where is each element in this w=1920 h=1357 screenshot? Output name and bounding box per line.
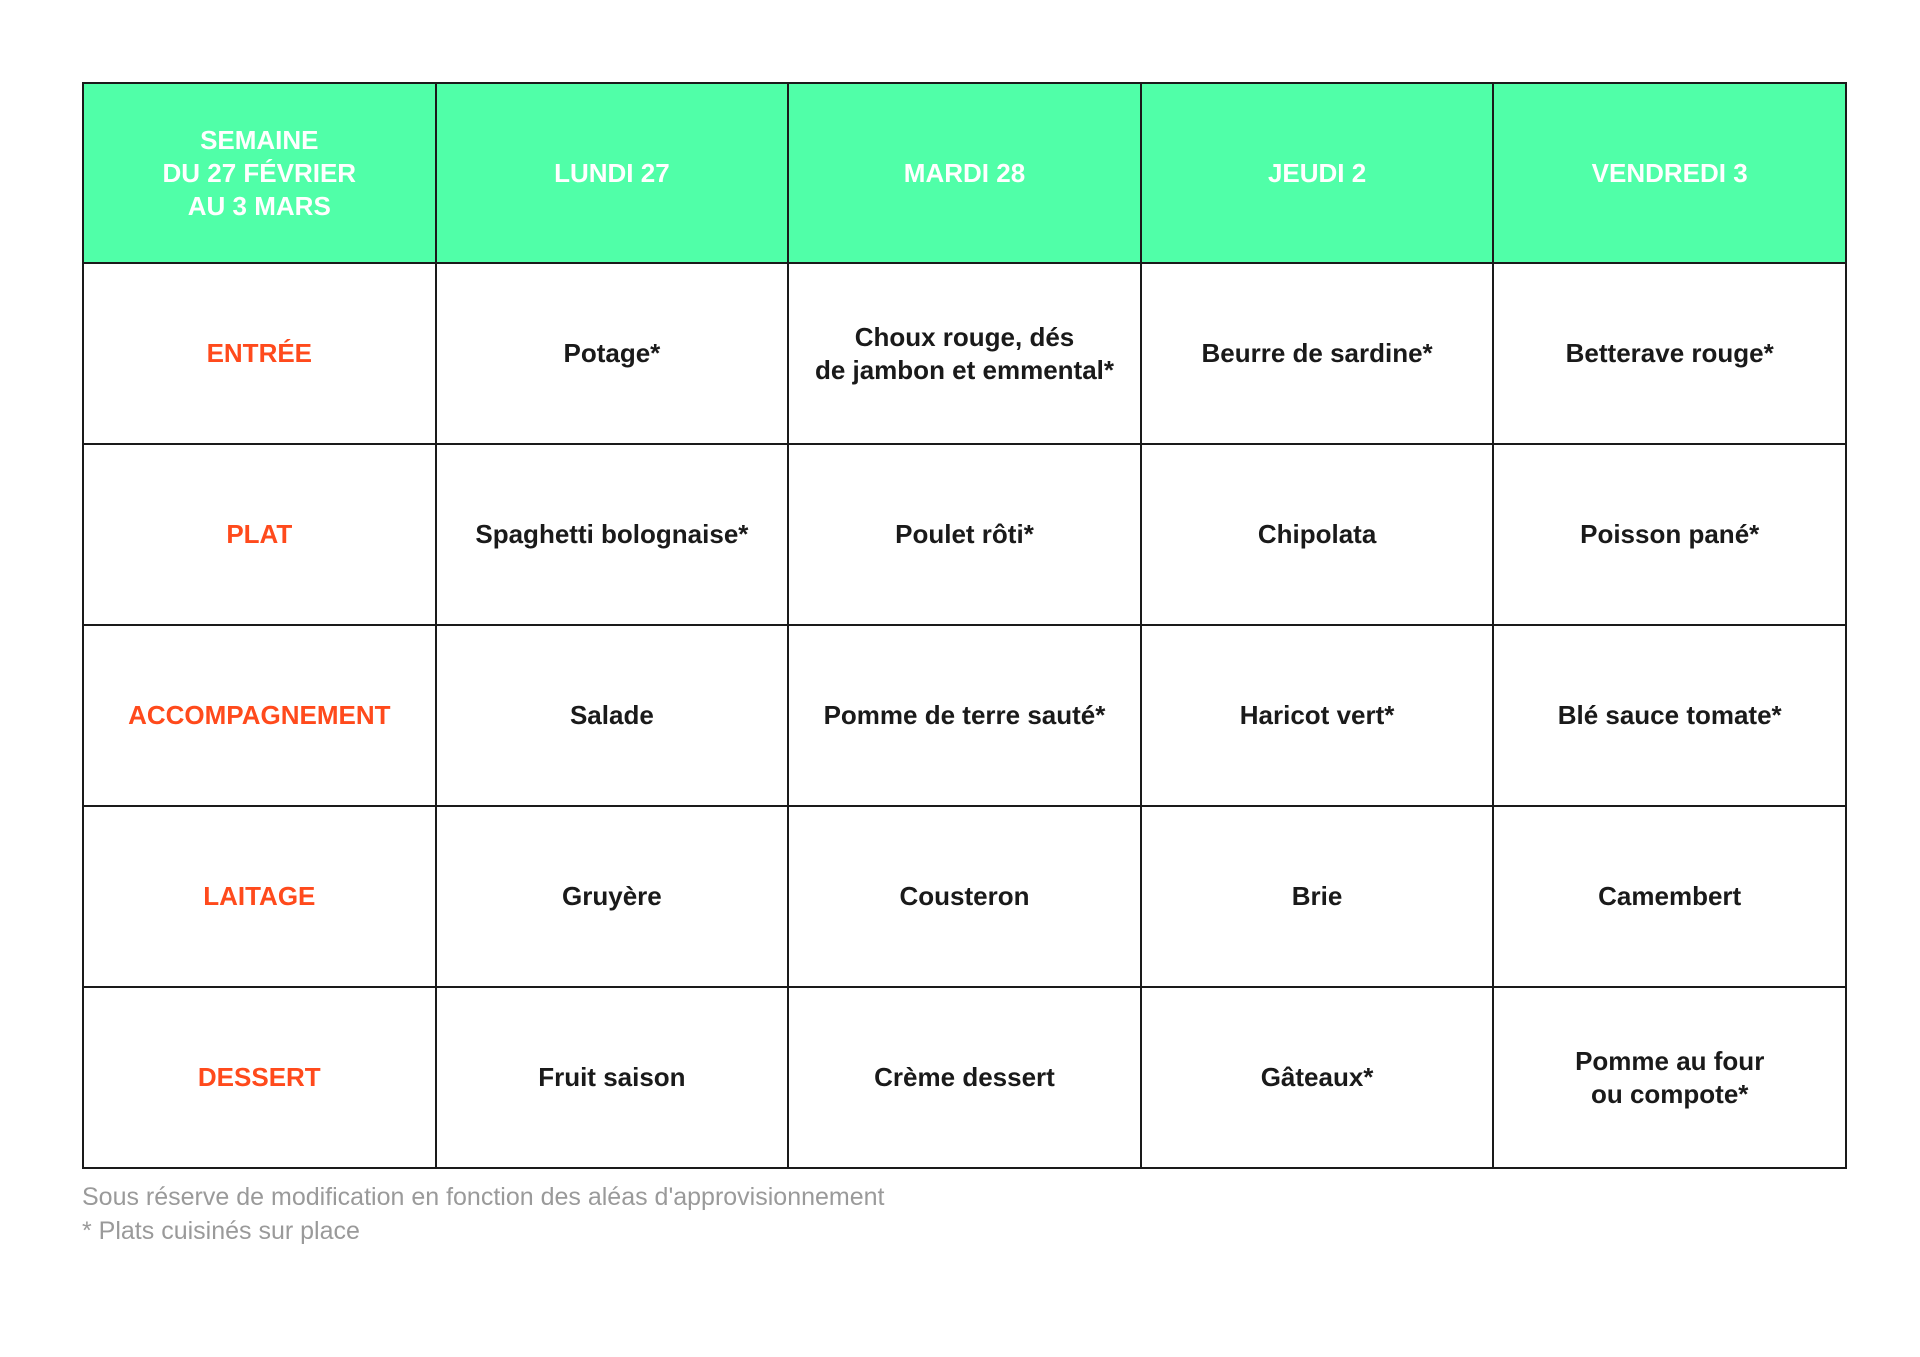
menu-cell: Chipolata (1141, 444, 1494, 625)
day-header: VENDREDI 3 (1493, 83, 1846, 263)
menu-cell: Blé sauce tomate* (1493, 625, 1846, 806)
table-row (83, 263, 1846, 444)
row-label-accompagnement: ACCOMPAGNEMENT (83, 625, 436, 806)
menu-cell: Haricot vert* (1141, 625, 1494, 806)
day-header: JEUDI 2 (1141, 83, 1494, 263)
menu-cell: Potage* (436, 263, 789, 444)
table-row (83, 987, 1846, 1168)
row-label-plat: PLAT (83, 444, 436, 625)
menu-cell: Brie (1141, 806, 1494, 987)
header-row (83, 83, 1846, 263)
home-cooked-note: * Plats cuisinés sur place (82, 1217, 360, 1245)
table-row (83, 625, 1846, 806)
menu-cell: Camembert (1493, 806, 1846, 987)
menu-cell: Fruit saison (436, 987, 789, 1168)
menu-cell: Choux rouge, dés de jambon et emmental* (788, 263, 1141, 444)
day-header: MARDI 28 (788, 83, 1141, 263)
menu-cell: Spaghetti bolognaise* (436, 444, 789, 625)
menu-cell: Poisson pané* (1493, 444, 1846, 625)
menu-cell: Gâteaux* (1141, 987, 1494, 1168)
row-label-dessert: DESSERT (83, 987, 436, 1168)
menu-cell: Salade (436, 625, 789, 806)
day-header: LUNDI 27 (436, 83, 789, 263)
table-row (83, 806, 1846, 987)
menu-cell: Poulet rôti* (788, 444, 1141, 625)
menu-cell: Crème dessert (788, 987, 1141, 1168)
table-row (83, 444, 1846, 625)
menu-cell: Pomme de terre sauté* (788, 625, 1141, 806)
menu-cell: Pomme au four ou compote* (1493, 987, 1846, 1168)
menu-cell: Gruyère (436, 806, 789, 987)
row-label-entree: ENTRÉE (83, 263, 436, 444)
menu-table (82, 82, 1847, 1169)
row-label-laitage: LAITAGE (83, 806, 436, 987)
footnotes (82, 1180, 884, 1248)
week-label: SEMAINE DU 27 FÉVRIER AU 3 MARS (83, 83, 436, 263)
supply-disclaimer: Sous réserve de modification en fonction des aléas d'approvisionnement (82, 1183, 885, 1211)
menu-cell: Cousteron (788, 806, 1141, 987)
menu-cell: Betterave rouge* (1493, 263, 1846, 444)
menu-cell: Beurre de sardine* (1141, 263, 1494, 444)
